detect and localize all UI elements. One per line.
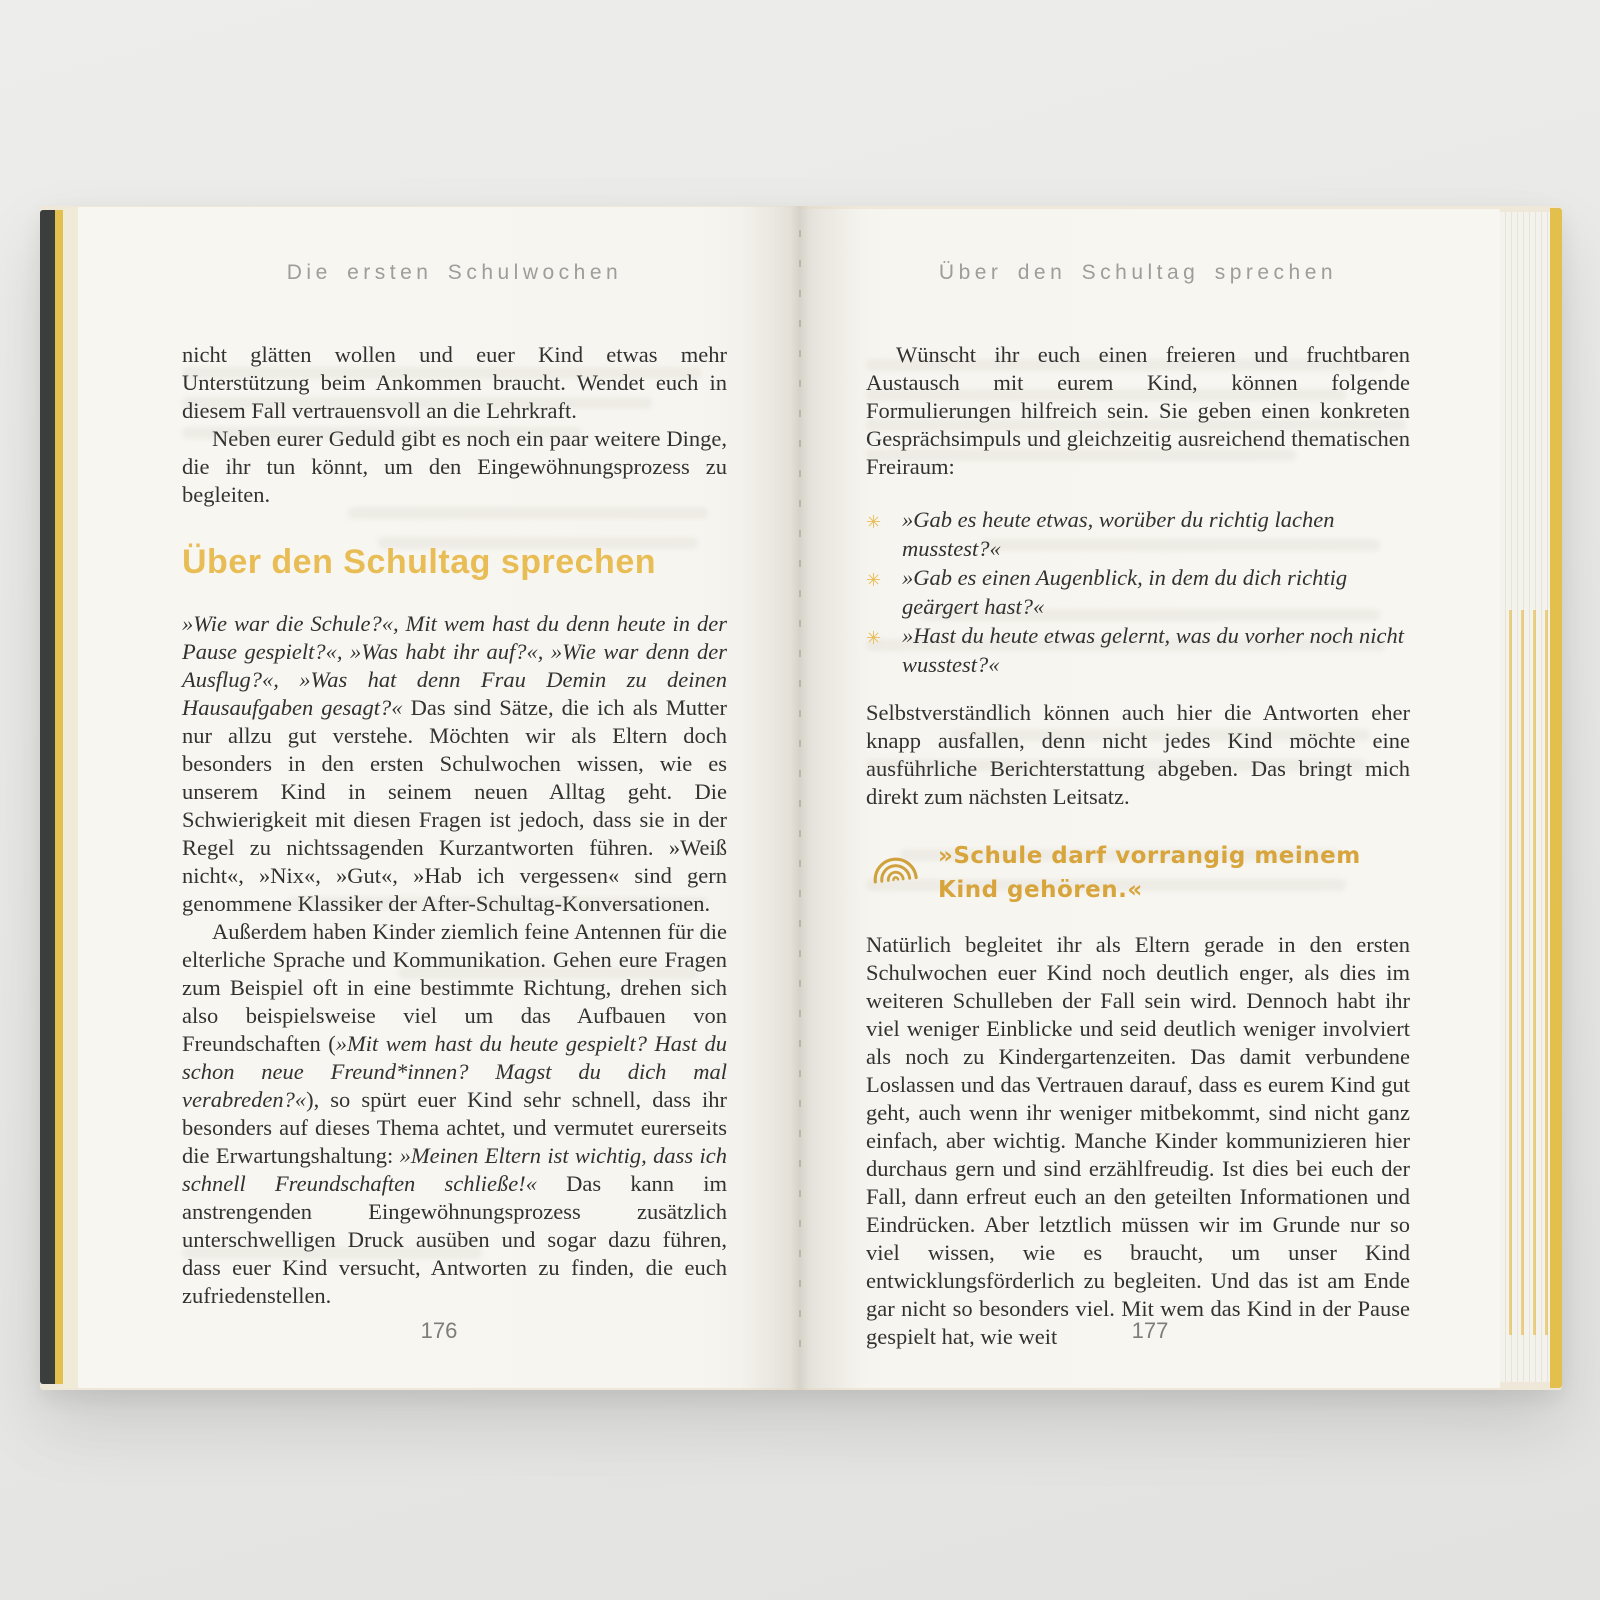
paragraph bbox=[866, 931, 1410, 1351]
running-header-right: Über den Schultag sprechen bbox=[938, 261, 1338, 284]
right-page bbox=[800, 209, 1500, 1388]
under-page-edge bbox=[63, 208, 79, 1388]
paragraph bbox=[182, 425, 727, 509]
asterisk-bullet-icon: ✳ bbox=[866, 570, 882, 591]
body-text: Außerdem haben Kinder ziemlich feine Antennen für die elterliche Sprache und Kommunikation. Gehen eure Fragen zum Beispiel oft in eine bestimmte Richtung, drehen sich also beispielsweise viel um das Aufbauen von Freundschaften ( bbox=[182, 919, 727, 1056]
paragraph bbox=[182, 341, 727, 425]
asterisk-bullet-icon: ✳ bbox=[866, 628, 882, 649]
paragraph bbox=[866, 699, 1410, 811]
cover-edge-yellow-left bbox=[55, 210, 63, 1384]
body-text: nicht glätten wollen und euer Kind etwas mehr Unterstützung beim Ankommen braucht. Wendet euch in diesem Fall vertrauensvoll an die Lehrkraft. bbox=[182, 342, 727, 423]
fore-edge-pages bbox=[1500, 212, 1550, 1382]
bullet-question-text: »Gab es heute etwas, worüber du richtig lachen musstest?« bbox=[902, 507, 1335, 561]
left-page bbox=[78, 207, 800, 1388]
right-page-body bbox=[866, 341, 1410, 1351]
body-text: Neben eurer Geduld gibt es noch ein paar weitere Dinge, die ihr tun könnt, um den Eingewöhnungsprozess zu begleiten. bbox=[182, 426, 727, 507]
bullet-question-text: »Gab es einen Augenblick, in dem du dich richtig geärgert hast?« bbox=[902, 565, 1348, 619]
page-number-right: 177 bbox=[1131, 1318, 1169, 1343]
paragraph bbox=[182, 610, 727, 918]
body-text: Selbstverständlich können auch hier die Antworten eher knapp ausfallen, denn nicht jedes Kind möchte eine ausführliche Berichterstattung abgeben. Das bringt mich direkt zum nächsten Leitsatz. bbox=[866, 700, 1410, 809]
fore-edge-yellow-streaks bbox=[1500, 610, 1550, 1335]
body-text: Das kann im anstrengenden Eingewöhnungsprozess zusätzlich unterschwelligen Druck ausüben und sogar dazu führen, dass euer Kind versucht, Antworten zu finden, die euch zufriedenstellen. bbox=[182, 1171, 727, 1308]
page-number-left: 176 bbox=[420, 1318, 458, 1343]
bullet-list bbox=[866, 505, 1410, 679]
paragraph bbox=[182, 918, 727, 1310]
bullet-question-text: »Hast du heute etwas gelernt, was du vorher noch nicht wusstest?« bbox=[902, 623, 1405, 677]
left-page-body bbox=[182, 341, 727, 1310]
paragraph bbox=[866, 341, 1410, 481]
bullet-item bbox=[866, 563, 1410, 621]
section-heading: Über den Schultag sprechen bbox=[182, 543, 656, 581]
body-text: ), so spürt euer Kind sehr schnell, dass ihr besonders auf dieses Thema achtet, und vermutet eurerseits die Erwartungshaltung: bbox=[182, 1087, 727, 1168]
rainbow-icon bbox=[864, 839, 924, 887]
bullet-item bbox=[866, 621, 1410, 679]
quoted-question-text: »Meinen Eltern ist wichtig, dass ich schnell Freundschaften schließe!« bbox=[182, 1143, 727, 1196]
body-text: Das sind Sätze, die ich als Mutter nur allzu gut verstehe. Möchten wir als Eltern doch besonders in den ersten Schulwochen wissen, wie es unserem Kind in seinem neuen Alltag geht. Die Schwierigkeit mit diesen Fragen ist jedoch, dass sie in der Regel zu nichtssagenden Kurzantworten führen. »Weiß nicht«, »Nix«, »Gut«, »Hab ich vergessen« sind gern genommene Klassiker der After-Schultag-Konversationen. bbox=[182, 695, 727, 916]
asterisk-bullet-icon: ✳ bbox=[866, 512, 882, 533]
cover-edge-black bbox=[40, 210, 55, 1384]
quote-text: »Schule darf vorrangig meinem Kind gehören.« bbox=[938, 843, 1361, 903]
quoted-question-text: »Mit wem hast du heute gespielt? Hast du schon neue Freund*innen? Magst du dich mal verabreden?« bbox=[182, 1031, 727, 1112]
body-text: Natürlich begleitet ihr als Eltern gerade in den ersten Schulwochen euer Kind noch deutlich enger, als dies im weiteren Schulleben der Fall sein wird. Dennoch habt ihr viel weniger Einblicke und seid deutlich weniger involviert als noch zu Kindergartenzeiten. Das damit verbundene Loslassen und das Vertrauen darauf, dass es eurem Kind gut geht, auch wenn ihr weniger mitbekommt, sind nicht ganz einfach, aber wichtig. Manche Kinder kommunizieren hier durchaus gern und sind erzählfreudig. Ist dies bei euch der Fall, dann erfreut euch an den geteilten Informationen und Eindrücken. Aber letztlich müssen wir im Grunde nur so viel wissen, wie es braucht, um unser Kind entwicklungsförderlich zu begleiten. Und das ist am Ende gar nicht so besonders viel. Mit wem das Kind in der Pause gespielt hat, wie weit bbox=[866, 932, 1410, 1349]
quoted-question-text: »Wie war die Schule?«, Mit wem hast du denn heute in der Pause gespielt?«, »Was habt ihr auf?«, »Wie war denn der Ausflug?«, »Was hat denn Frau Demin zu deinen Hausaufgaben gesagt?« bbox=[182, 611, 727, 720]
guiding-principle-quote bbox=[866, 839, 1410, 907]
running-header-left: Die ersten Schulwochen bbox=[286, 261, 623, 284]
open-book bbox=[40, 206, 1562, 1390]
bullet-item bbox=[866, 505, 1410, 563]
body-text: Wünscht ihr euch einen freieren und fruchtbaren Austausch mit eurem Kind, können folgende Formulierungen hilfreich sein. Sie geben einen konkreten Gesprächsimpuls und gleichzeitig ausreichend thematischen Freiraum: bbox=[866, 342, 1410, 479]
cover-edge-yellow-right bbox=[1550, 208, 1562, 1388]
